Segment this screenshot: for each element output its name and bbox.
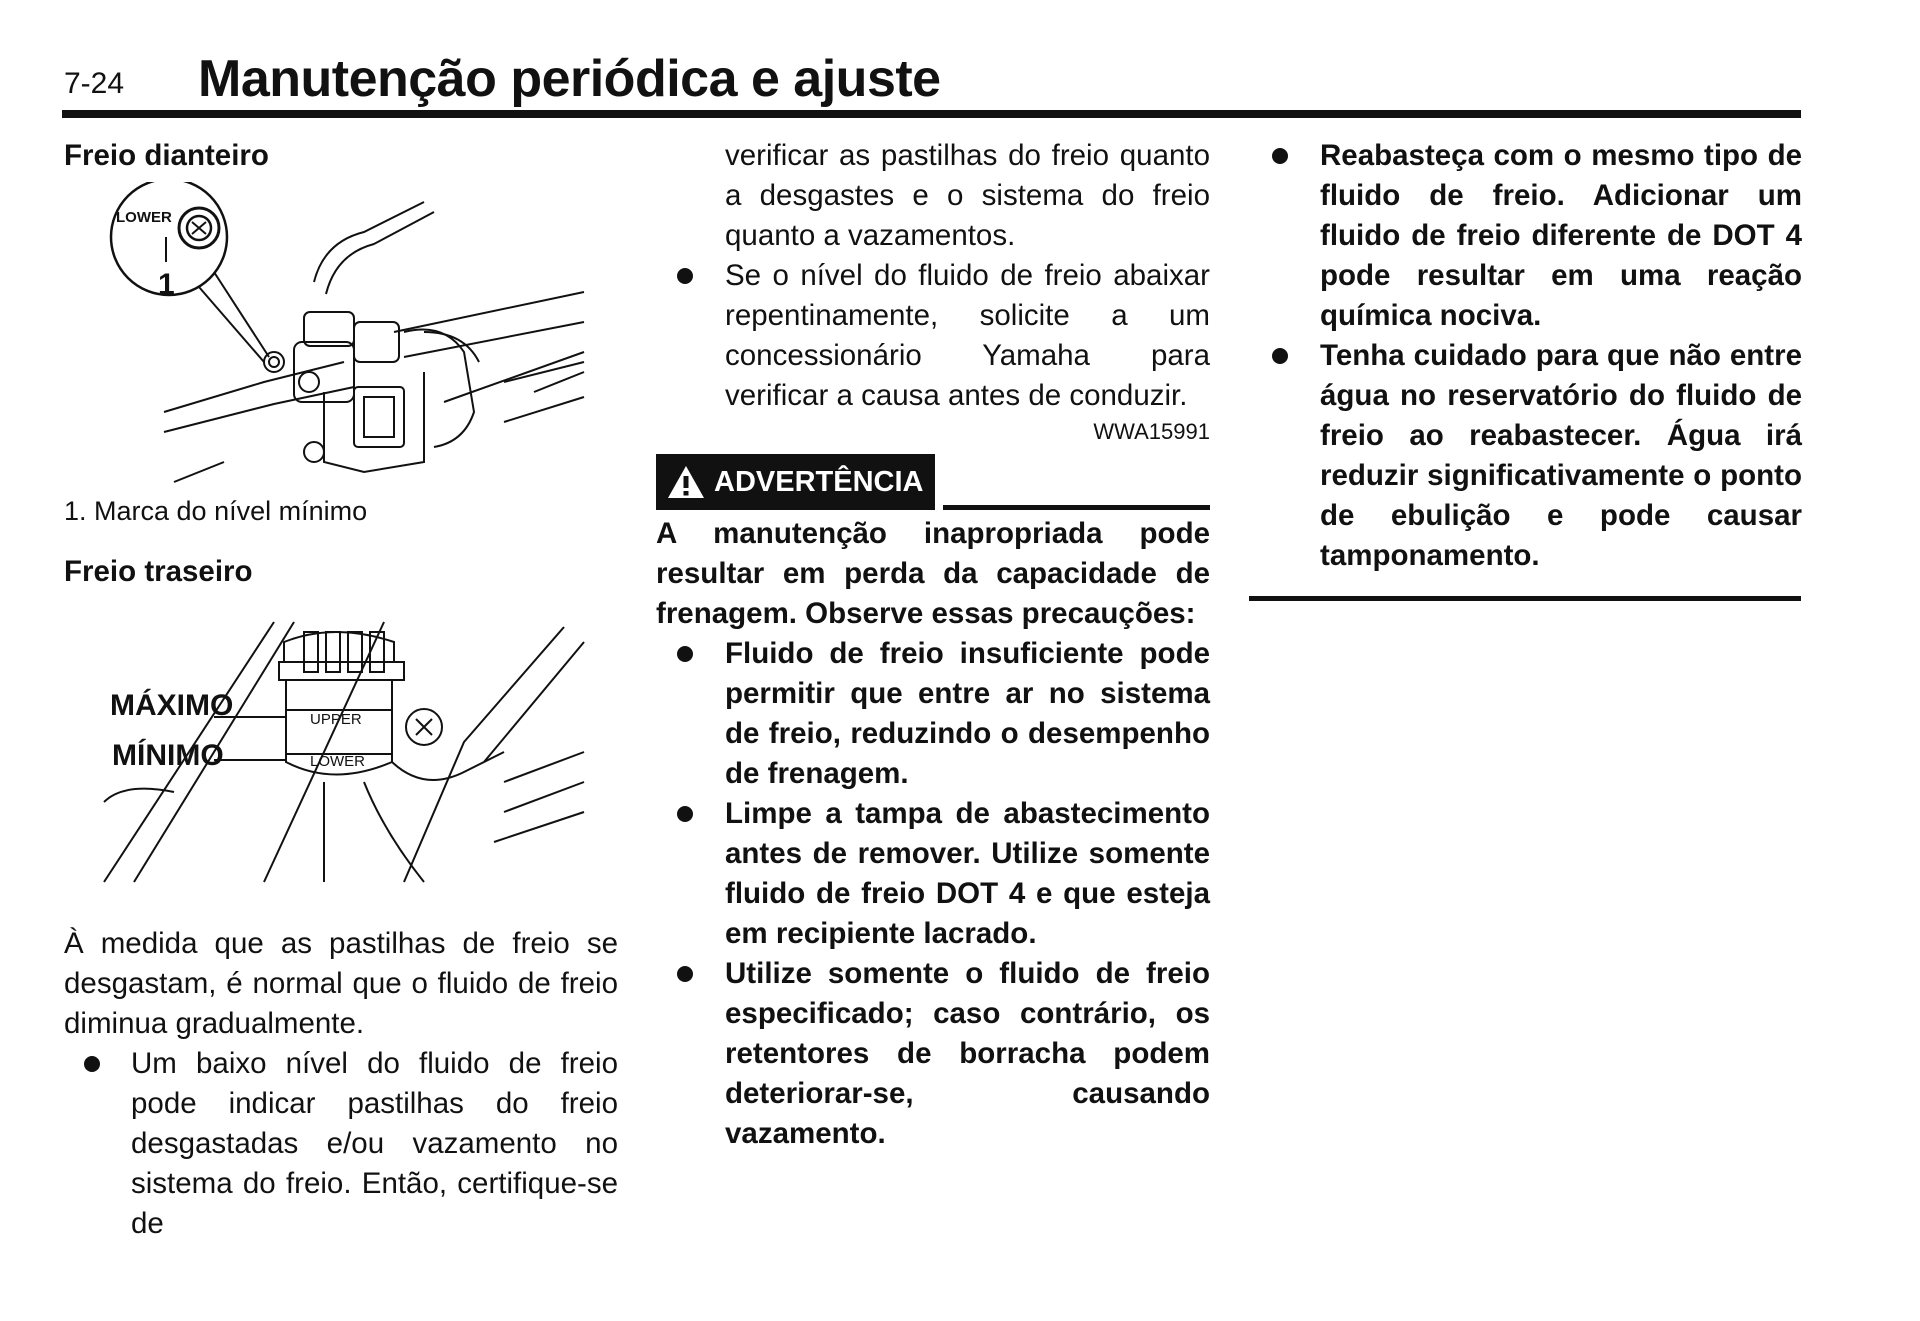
front-brake-heading: Freio dianteiro <box>64 139 269 172</box>
rear-figure-upper-mark: UPPER <box>310 711 362 728</box>
continued-text: verificar as pastilhas do freio quanto a desgastes e o sistema do freio quanto a vazamentos. <box>725 139 1210 252</box>
bullet-icon <box>677 806 693 822</box>
list-item-text: Fluido de freio insuficiente pode permitir que entre ar no sistema de freio, reduzindo o desempenho de frenagem. <box>725 637 1210 790</box>
front-brake-illustration <box>64 182 604 492</box>
warning-triangle-icon <box>666 464 706 500</box>
front-figure-caption: 1. Marca do nível mínimo <box>64 496 368 526</box>
list-item <box>1250 136 1802 336</box>
warning-end-rule <box>1249 596 1801 601</box>
rear-figure-max-label: MÁXIMO <box>110 689 234 722</box>
col3-warning-bullet-list <box>1250 136 1802 576</box>
bullet-icon <box>677 646 693 662</box>
front-figure-callout: 1 <box>158 268 175 301</box>
column-left <box>64 136 618 1244</box>
warning-intro: A manutenção inapropriada pode resultar em perda da capacidade de frenagem. Observe essas precauções: <box>656 517 1210 630</box>
bullet-icon <box>677 268 693 284</box>
warning-badge <box>656 454 935 510</box>
page-number: 7-24 <box>64 67 125 100</box>
warning-bullet-list <box>656 634 1210 1154</box>
warning-header <box>656 454 1210 510</box>
bullet-icon <box>677 966 693 982</box>
warning-code: WWA15991 <box>1093 419 1210 444</box>
col1-bullet-list <box>64 1044 618 1244</box>
header-rule <box>62 110 1801 118</box>
bullet-icon <box>1272 348 1288 364</box>
column-middle <box>656 136 1210 1154</box>
warning-label: ADVERTÊNCIA <box>714 466 924 498</box>
rear-brake-heading: Freio traseiro <box>64 555 253 588</box>
col2-bullet-list <box>656 256 1210 416</box>
list-item <box>1250 336 1802 576</box>
rear-figure-lower-mark: LOWER <box>310 753 366 770</box>
list-item <box>656 954 1210 1154</box>
list-item-text: Tenha cuidado para que não entre água no reservatório do fluido de freio ao reabastecer. Água irá reduzir significativamente o ponto de ebulição e pode causar tamponamento. <box>1320 339 1802 572</box>
page-title: Manutenção periódica e ajuste <box>198 50 941 108</box>
list-item-text: Reabasteça com o mesmo tipo de fluido de freio. Adicionar um fluido de freio diferente de DOT 4 pode resultar em uma reação química nociva. <box>1320 139 1802 332</box>
rear-brake-illustration <box>64 602 604 892</box>
column-right <box>1250 136 1802 601</box>
list-item <box>64 1044 618 1244</box>
brake-fluid-paragraph: À medida que as pastilhas de freio se desgastam, é normal que o fluido de freio diminua gradualmente. <box>64 927 618 1040</box>
bullet-icon <box>1272 148 1288 164</box>
list-item-text: Um baixo nível do fluido de freio pode indicar pastilhas do freio desgastadas e/ou vazamento no sistema do freio. Então, certifique-se de <box>131 1047 618 1240</box>
list-item <box>656 794 1210 954</box>
list-item-text: Utilize somente o fluido de freio especificado; caso contrário, os retentores de borracha podem deteriorar-se, causando vazamento. <box>725 957 1210 1150</box>
warning-rule <box>943 505 1210 510</box>
bullet-icon <box>84 1056 100 1072</box>
rear-brake-figure <box>64 602 604 892</box>
rear-figure-min-label: MÍNIMO <box>112 739 224 772</box>
list-item <box>656 256 1210 416</box>
list-item-text: Se o nível do fluido de freio abaixar repentinamente, solicite a um concessionário Yamaha para verificar a causa antes de conduzir. <box>725 259 1210 412</box>
front-brake-figure <box>64 182 604 492</box>
list-item-text: Limpe a tampa de abastecimento antes de remover. Utilize somente fluido de freio DOT 4 e que esteja em recipiente lacrado. <box>725 797 1210 950</box>
front-figure-lower-label: LOWER <box>116 209 172 226</box>
list-item <box>656 634 1210 794</box>
